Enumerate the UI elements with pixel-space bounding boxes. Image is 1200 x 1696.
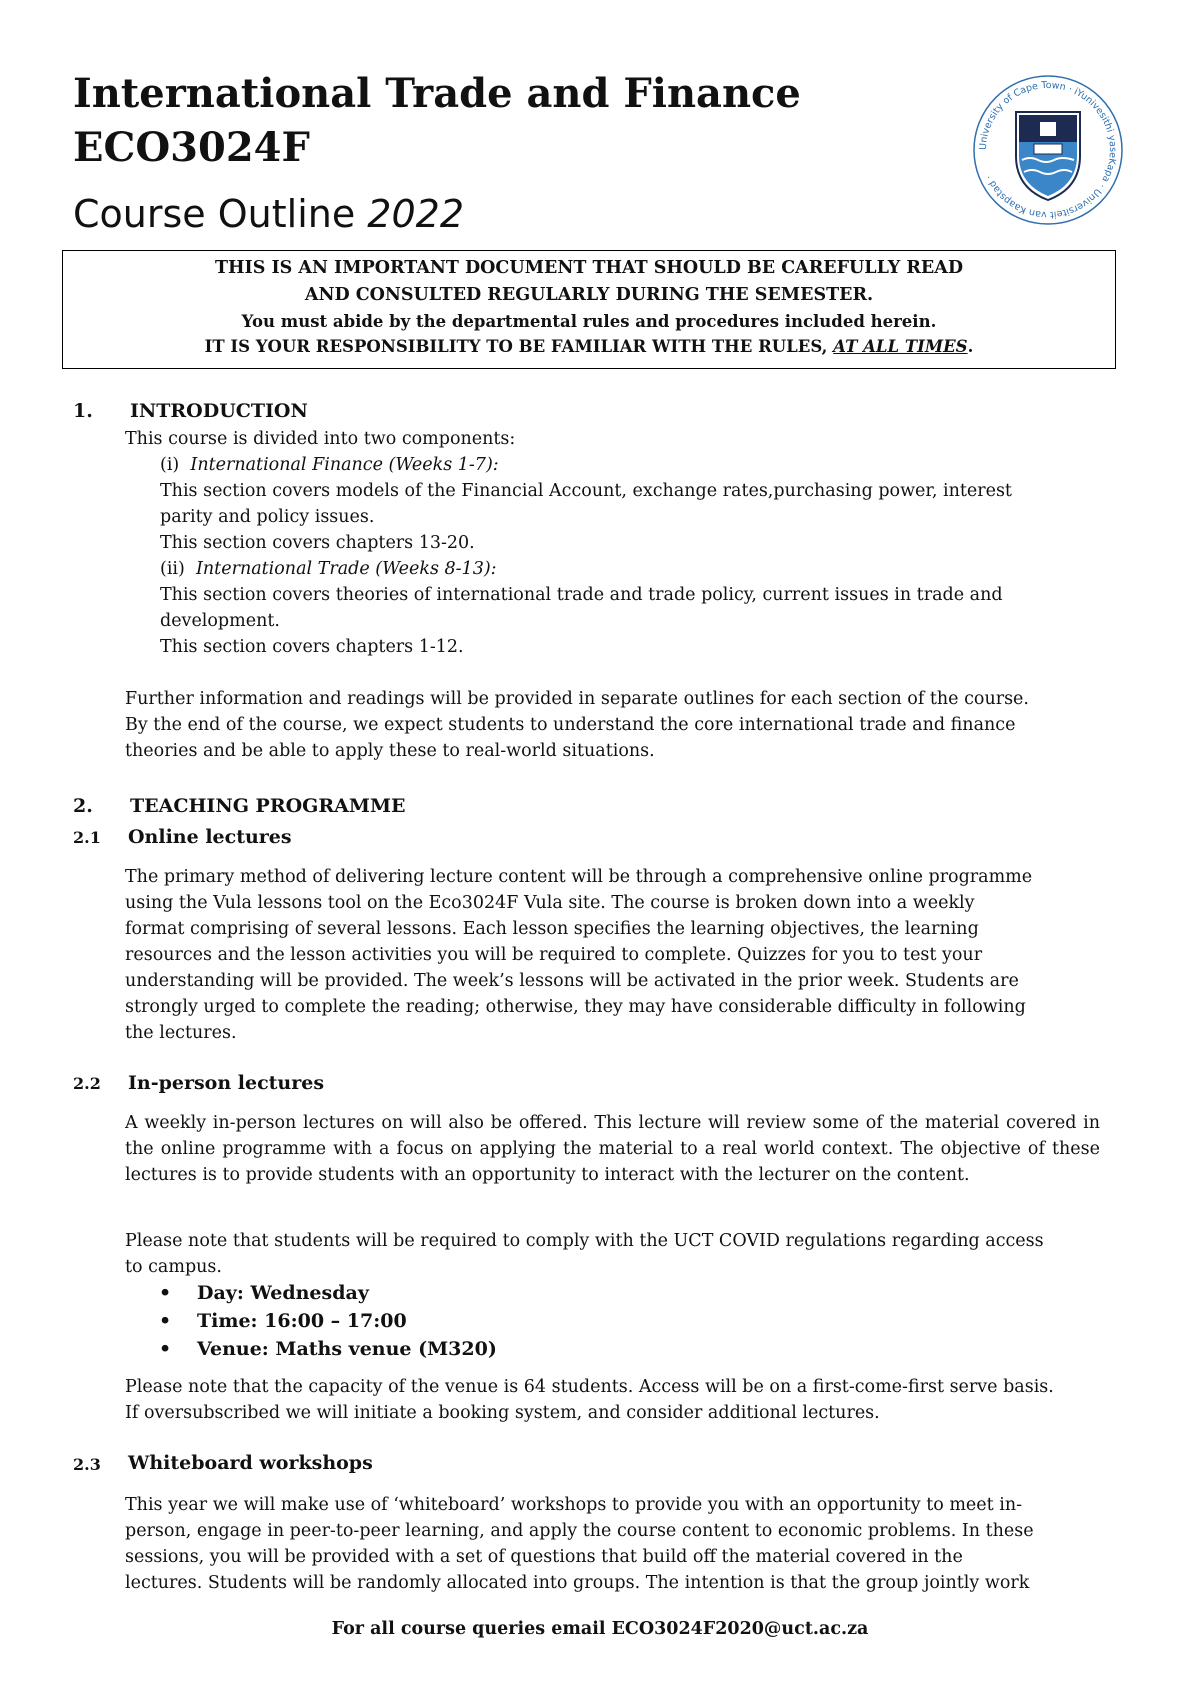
online-lectures-line: understanding will be provided. The week’s lessons will be activated in the prior week. Students are — [125, 971, 1019, 991]
subtitle-text: Course Outline — [73, 192, 368, 236]
list-item — [155, 1335, 497, 1363]
list-item — [155, 1279, 497, 1307]
notice-line-4-emphasis: AT ALL TIMES — [833, 337, 968, 356]
whiteboard-line: lectures. Students will be randomly allocated into groups. The intention is that the group jointly work — [125, 1573, 1030, 1593]
section-2-heading: TEACHING PROGRAMME — [130, 795, 406, 817]
notice-line-4-end: . — [967, 337, 974, 356]
online-lectures-paragraph — [125, 864, 1105, 1046]
further-info-line-2: By the end of the course, we expect students to understand the core international trade and finance — [125, 715, 1016, 735]
online-lectures-line: resources and the lesson activities you will be required to complete. Quizzes for you to test your — [125, 945, 983, 965]
further-info-line-1: Further information and readings will be provided in separate outlines for each section of the course. — [125, 689, 1029, 709]
subtitle-year: 2022 — [367, 192, 465, 236]
university-logo — [968, 70, 1128, 230]
notice-line-2: AND CONSULTED REGULARLY DURING THE SEMESTER. — [304, 285, 874, 305]
lecture-time: Time: 16:00 – 17:00 — [197, 1310, 407, 1332]
important-notice-box — [62, 250, 1116, 369]
capacity-note-line-1: Please note that the capacity of the venue is 64 students. Access will be on a first-come-first serve basis. — [125, 1377, 1054, 1397]
part-ii-desc-line-2: development. — [160, 611, 280, 631]
whiteboard-line: This year we will make use of ‘whiteboard’ workshops to provide you with an opportunity to meet in- — [125, 1495, 1023, 1515]
whiteboard-paragraph — [125, 1492, 1105, 1596]
bullet-icon: • — [159, 1338, 172, 1360]
whiteboard-line: sessions, you will be provided with a set of questions that build off the material covered in the — [125, 1547, 963, 1567]
part-i-chapters: This section covers chapters 13-20. — [160, 533, 475, 553]
list-item — [155, 1307, 497, 1335]
lecture-venue: Venue: Maths venue (M320) — [197, 1338, 497, 1360]
part-ii-title: International Trade (Weeks 8-13): — [196, 559, 497, 579]
notice-line-4-start: IT IS YOUR RESPONSIBILITY TO BE FAMILIAR WITH THE RULES, — [204, 337, 834, 356]
section-2-2-number: 2.2 — [73, 1074, 101, 1093]
notice-line-1: THIS IS AN IMPORTANT DOCUMENT THAT SHOULD BE CAREFULLY READ — [215, 258, 963, 278]
section-1-heading: INTRODUCTION — [130, 400, 308, 422]
in-person-paragraph-1: A weekly in-person lectures on will also be offered. This lecture will review some of the material covered in the online programme with a focus on applying the material to a real world context. The objective of these lectures is to provide students with an opportunity to interact with the lecturer on the content. — [125, 1113, 1100, 1185]
section-2-3-number: 2.3 — [73, 1455, 101, 1474]
part-ii-chapters: This section covers chapters 1-12. — [160, 637, 464, 657]
whiteboard-line: person, engage in peer-to-peer learning, and apply the course content to economic problems. In these — [125, 1521, 1034, 1541]
page-footer: For all course queries email ECO3024F2020@uct.ac.za — [331, 1619, 869, 1639]
logo-ring-text: University of Cape Town · iYunivesithi yaseKapa · Universiteit van Kaapstad · — [977, 79, 1119, 221]
online-lectures-line: strongly urged to complete the reading; otherwise, they may have considerable difficulty in following — [125, 997, 1026, 1017]
further-info-line-3: theories and be able to apply these to real-world situations. — [125, 741, 655, 761]
section-2-number: 2. — [73, 795, 93, 817]
bullet-icon: • — [159, 1310, 172, 1332]
document-title: International Trade and Finance — [73, 70, 801, 117]
section-2-1-number: 2.1 — [73, 828, 101, 847]
part-ii-heading — [160, 556, 1100, 582]
part-i-number: (i) — [160, 455, 180, 475]
part-ii-desc-line-1: This section covers theories of international trade and trade policy, current issues in trade and — [160, 585, 1003, 605]
covid-note-line-2: to campus. — [125, 1257, 222, 1277]
online-lectures-line: The primary method of delivering lecture content will be through a comprehensive online programme — [125, 867, 1033, 887]
part-ii-number: (ii) — [160, 559, 185, 579]
section-2-1-heading: Online lectures — [128, 826, 292, 848]
covid-note-line-1: Please note that students will be required to comply with the UCT COVID regulations regarding access — [125, 1231, 1044, 1251]
part-i-title: International Finance (Weeks 1-7): — [190, 455, 499, 475]
notice-line-4 — [63, 334, 1115, 359]
section-2-3-heading: Whiteboard workshops — [128, 1452, 373, 1474]
online-lectures-line: the lectures. — [125, 1023, 237, 1043]
bullet-icon: • — [159, 1282, 172, 1304]
section-1-number: 1. — [73, 400, 93, 422]
lecture-day: Day: Wednesday — [197, 1282, 369, 1304]
capacity-note-line-2: If oversubscribed we will initiate a booking system, and consider additional lectures. — [125, 1403, 880, 1423]
section-2-2-heading: In-person lectures — [128, 1072, 325, 1094]
part-i-desc-line-1: This section covers models of the Financial Account, exchange rates,purchasing power, interest — [160, 481, 1012, 501]
part-i-heading — [160, 452, 1100, 478]
notice-line-3: You must abide by the departmental rules and procedures included herein. — [241, 312, 937, 331]
online-lectures-line: format comprising of several lessons. Each lesson specifies the learning objectives, the learning — [125, 919, 979, 939]
course-code: ECO3024F — [73, 124, 310, 171]
online-lectures-line: using the Vula lessons tool on the Eco3024F Vula site. The course is broken down into a weekly — [125, 893, 975, 913]
intro-text: This course is divided into two components: — [125, 429, 516, 449]
document-subtitle — [73, 190, 464, 238]
part-i-desc-line-2: parity and policy issues. — [160, 507, 375, 527]
lecture-details-list — [155, 1279, 497, 1363]
